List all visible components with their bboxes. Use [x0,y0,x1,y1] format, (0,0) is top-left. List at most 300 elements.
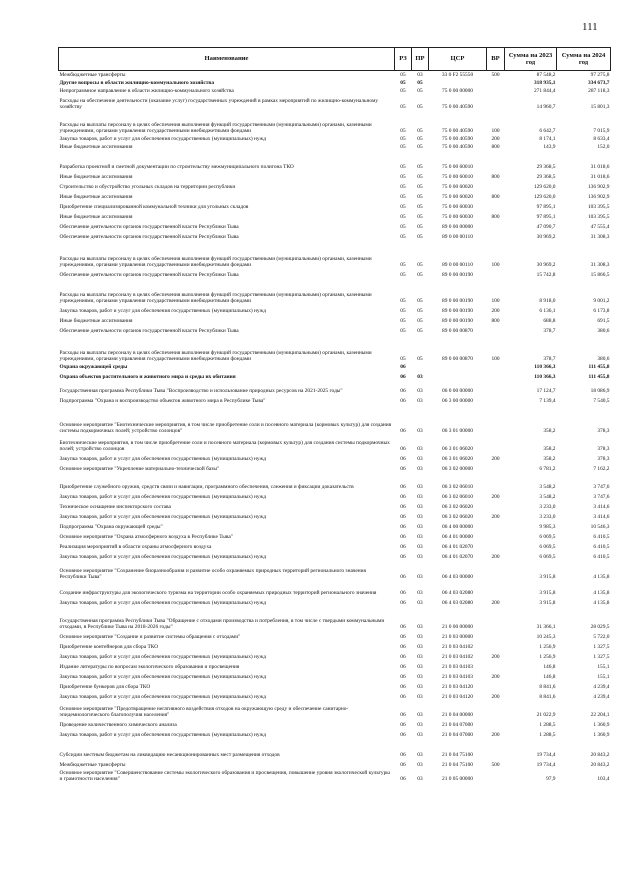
row-name: Иные бюджетные ассигнования [59,144,133,150]
row-vr [487,541,505,551]
row-name: Обеспечение деятельности органов государственной власти Республики Тыва [59,234,239,240]
row-csr: 89 0 00 00000 [442,224,473,230]
row-rz: 06 [400,634,406,640]
row-name: Обеспечение деятельности органов государственной власти Республики Тыва [59,328,239,334]
row-pr: 03 [417,634,423,640]
row-pr: 05 [417,144,423,150]
row-rz: 06 [400,534,406,540]
row-pr: 03 [417,776,423,782]
table-row [59,473,611,491]
row-pr: 03 [417,428,423,434]
row-rz: 05 [400,184,406,190]
row-sum-2024: 136 902,9 [587,184,610,190]
row-name: Приобретение бункеров для сбора ТКО [59,684,151,690]
row-csr: 75 0 00 00000 [442,88,473,94]
row-rz: 06 [400,674,406,680]
row-vr: 200 [491,136,500,142]
row-pr: 03 [417,544,423,550]
row-vr: 100 [491,356,500,362]
table-row [59,87,611,95]
row-sum-2024: 6 410,5 [593,544,610,550]
row-vr [487,221,505,231]
row-csr: 21 0 03 04103 [442,674,473,680]
table-row [59,405,611,435]
row-csr: 21 0 05 00000 [442,776,473,782]
row-rz: 06 [400,752,406,758]
row-sum-2024: 1 360,9 [593,732,610,738]
row-sum-2023: 47 090,7 [536,224,556,230]
row-sum-2023: 1 256,9 [539,654,556,660]
row-csr [429,371,487,381]
row-csr: 75 0 00 60010 [442,164,473,170]
row-sum-2023: 3 915,8 [539,574,556,580]
table-row [59,769,611,783]
row-vr [487,607,505,631]
row-rz: 06 [400,600,406,606]
header-pr: ПР [412,48,429,71]
row-pr: 05 [417,184,423,190]
row-vr [487,231,505,241]
row-sum-2023: 15 742,8 [536,272,556,278]
row-sum-2023: 30 969,2 [536,262,556,268]
row-vr [487,701,505,719]
table-row [59,435,611,453]
table-row [59,363,611,371]
row-rz: 05 [400,328,406,334]
row-sum-2023: 146,8 [543,674,556,680]
row-csr: 21 0 04 07000 [442,722,473,728]
row-rz: 05 [400,214,406,220]
table-row [59,521,611,531]
row-vr [487,325,505,335]
row-vr [487,521,505,531]
row-name: Техническое оснащение инспекторского состава [59,504,171,510]
row-sum-2023: 378,7 [543,356,556,362]
row-sum-2024: 10 546,3 [590,524,610,530]
row-pr: 03 [417,762,423,768]
table-row [59,221,611,231]
row-csr: 21 0 04 00000 [442,712,473,718]
row-sum-2024: 380,6 [597,328,610,334]
row-csr: 89 0 00 00190 [442,298,473,304]
row-pr: 03 [417,732,423,738]
row-vr: 200 [491,694,500,700]
row-vr: 500 [491,72,500,78]
row-sum-2023: 6 136,1 [539,308,556,314]
row-vr [487,405,505,435]
row-csr: 75 0 00 40590 [442,104,473,110]
row-sum-2024: 31 308,3 [590,262,610,268]
row-name: Основное мероприятие "Биотехнические мероприятия, в том числе приобретение соли и посевного материала (кормовых культур) для создания системы подкормочных полей; устройство солонцов" [59,421,392,434]
row-csr: 21 0 00 00000 [442,624,473,630]
table-row [59,143,611,151]
row-sum-2023: 17 124,7 [536,388,556,394]
row-pr: 05 [417,262,423,268]
row-sum-2024: 3 414,6 [593,504,610,510]
row-vr: 200 [491,674,500,680]
row-pr: 03 [417,674,423,680]
table-row [59,561,611,581]
header-vr: ВР [487,48,505,71]
table-row [59,325,611,335]
row-name: Основное мероприятие "Укрепление материально-технической базы" [59,466,220,472]
table-row [59,305,611,315]
row-rz: 06 [400,364,406,370]
row-vr [487,581,505,597]
row-name: Закупка товаров, работ и услуг для обеспечения государственных (муниципальных) нужд [59,674,267,680]
row-sum-2024: 6 410,5 [593,534,610,540]
row-csr: 89 0 00 00190 [442,272,473,278]
row-sum-2024: 7 162,2 [593,466,610,472]
row-sum-2023: 19 734,4 [536,752,556,758]
row-vr: 200 [491,456,500,462]
row-vr [487,473,505,491]
table-row [59,171,611,181]
row-pr: 03 [417,494,423,500]
row-sum-2023: 6 069,5 [539,554,556,560]
row-vr [487,641,505,651]
row-sum-2024: 111 455,8 [588,364,610,370]
row-csr: 75 0 00 60020 [442,194,473,200]
row-rz: 05 [400,128,406,134]
row-pr: 03 [417,654,423,660]
row-pr: 05 [417,356,423,362]
row-sum-2023: 6 642,7 [539,128,556,134]
row-sum-2023: 3 915,8 [539,590,556,596]
row-csr: 06 3 02 06020 [442,504,473,510]
row-sum-2023: 110 366,3 [534,374,556,380]
row-name: Закупка товаров, работ и услуг для обеспечения государственных (муниципальных) нужд [59,600,267,606]
row-sum-2024: 378,3 [597,428,610,434]
row-rz: 06 [400,374,406,380]
row-pr: 03 [417,664,423,670]
row-sum-2023: 358,2 [543,428,556,434]
row-sum-2024: 155,1 [597,664,610,670]
table-header-row [59,48,611,71]
row-name: Иные бюджетные ассигнования [59,174,133,180]
row-pr: 03 [417,644,423,650]
row-sum-2023: 8 174,1 [539,136,556,142]
row-vr: 800 [491,174,500,180]
row-sum-2023: 6 069,5 [539,534,556,540]
row-sum-2023: 8 918,0 [539,298,556,304]
row-vr [487,661,505,671]
table-row [59,681,611,691]
row-sum-2023: 358,2 [543,456,556,462]
table-row [59,231,611,241]
table-row [59,201,611,211]
row-name: Подпрограмма "Охрана и воспроизводство объектов животного мира в Республике Тыва" [59,398,266,404]
row-sum-2024: 8 633,4 [593,136,610,142]
row-vr [487,631,505,641]
table-row [59,661,611,671]
table-row [59,95,611,111]
row-name: Обеспечение деятельности органов государственной власти Республики Тыва [59,272,239,278]
row-vr [487,769,505,783]
row-sum-2024: 31 018,6 [590,164,610,170]
row-vr: 200 [491,600,500,606]
row-name: Расходы на выплаты персоналу в целях обеспечения выполнения функций государственными (муниципальными) органами, казенными учреждениями, органами управления государственными внебюджетными фондами [59,291,372,304]
row-sum-2023: 8 841,6 [539,694,556,700]
row-csr: 06 3 02 06010 [442,484,473,490]
table-row [59,151,611,171]
table-row [59,269,611,279]
row-name: Иные бюджетные ассигнования [59,318,133,324]
table-row [59,211,611,221]
table-row [59,541,611,551]
row-sum-2024: 691,5 [597,318,610,324]
budget-table [58,47,611,783]
row-pr: 05 [417,174,423,180]
row-csr: 89 0 00 00190 [442,318,473,324]
row-rz: 05 [400,234,406,240]
table-row [59,241,611,269]
table-row [59,551,611,561]
row-rz: 05 [400,136,406,142]
row-rz: 05 [400,80,406,86]
row-sum-2024: 28 029,5 [590,624,610,630]
row-pr: 05 [417,214,423,220]
row-pr: 05 [417,204,423,210]
row-name: Закупка товаров, работ и услуг для обеспечения государственных (муниципальных) нужд [59,732,267,738]
page-number: 111 [582,21,598,33]
row-name: Обеспечение деятельности органов государственной власти Республики Тыва [59,224,239,230]
row-vr [487,395,505,405]
row-csr: 21 0 03 04120 [442,684,473,690]
row-sum-2024: 287 118,3 [588,88,610,94]
row-pr: 05 [417,224,423,230]
row-vr [487,463,505,473]
row-vr [487,681,505,691]
row-sum-2023: 8 841,6 [539,684,556,690]
row-rz: 06 [400,574,406,580]
row-name: Приобретение контейнеров для сбора ТКО [59,644,159,650]
row-vr [487,371,505,381]
row-csr: 06 3 02 00000 [442,466,473,472]
row-pr: 03 [417,524,423,530]
row-rz: 05 [400,204,406,210]
row-name: Основное мероприятие "Сохранение биоразнообразия и развитие особо охраняемых природных территорий регионального значения Республики Тыва" [59,567,366,580]
table-row [59,691,611,701]
row-sum-2024: 15 801,3 [590,104,610,110]
row-pr: 05 [417,234,423,240]
row-sum-2023: 10 245,3 [536,634,556,640]
row-csr: 89 0 00 00870 [442,328,473,334]
row-name: Иные бюджетные ассигнования [59,214,133,220]
row-rz: 05 [400,144,406,150]
row-name: Закупка товаров, работ и услуг для обеспечения государственных (муниципальных) нужд [59,136,267,142]
row-sum-2024: 152,0 [597,144,610,150]
row-vr: 100 [491,298,500,304]
row-rz: 06 [400,484,406,490]
table-row [59,501,611,511]
row-name: Закупка товаров, работ и услуг для обеспечения государственных (муниципальных) нужд [59,456,267,462]
row-sum-2023: 97 895,1 [536,204,556,210]
row-vr [487,181,505,191]
row-vr [487,719,505,729]
row-pr: 03 [417,684,423,690]
row-sum-2024: 334 673,7 [587,80,610,86]
row-vr [487,79,505,87]
row-pr: 05 [417,128,423,134]
row-vr: 200 [491,732,500,738]
row-vr [487,95,505,111]
row-sum-2023: 19 734,4 [536,762,556,768]
row-sum-2024: 31 018,6 [590,174,610,180]
row-pr: 03 [417,398,423,404]
row-rz: 06 [400,524,406,530]
row-pr: 03 [417,514,423,520]
row-sum-2023: 358,2 [543,446,556,452]
row-name: Иные бюджетные ассигнования [59,194,133,200]
row-pr: 05 [417,194,423,200]
row-csr [429,79,487,87]
row-name: Непрограммное направление в области жилищно-коммунального хозяйства [59,88,234,94]
row-vr [487,363,505,371]
row-pr: 05 [417,104,423,110]
row-pr: 03 [417,534,423,540]
row-rz: 06 [400,504,406,510]
row-sum-2023: 143,9 [543,144,556,150]
row-pr: 03 [417,722,423,728]
table-row [59,453,611,463]
row-csr: 06 3 01 06020 [442,446,473,452]
row-vr [487,561,505,581]
row-pr: 05 [417,298,423,304]
row-rz: 05 [400,308,406,314]
row-name: Закупка товаров, работ и услуг для обеспечения государственных (муниципальных) нужд [59,494,267,500]
row-csr: 21 0 03 04102 [442,654,473,660]
row-name: Основное мероприятие "Предотвращение негативного воздействия отходов на окружающую среду и обеспечение санитарно-эпидемиологического благополучия населения" [59,705,349,718]
row-sum-2023: 1 288,5 [539,722,556,728]
row-rz: 06 [400,694,406,700]
row-csr: 21 0 04 75100 [442,752,473,758]
row-sum-2024: 378,3 [597,456,610,462]
row-sum-2024: 4 239,4 [593,684,610,690]
row-rz: 06 [400,514,406,520]
table-row [59,79,611,87]
row-rz: 05 [400,262,406,268]
row-sum-2024: 103,4 [597,776,610,782]
row-sum-2024: 111 455,8 [588,374,610,380]
row-name: Основное мероприятие "Совершенствование системы экологического образования и просвещения, повышение уровня экологической культуры и грамотности населения" [59,769,390,782]
row-name: Государственная программа Республики Тыва "Обращение с отходами производства и потребления, в том числе с твердыми коммунальными отходами, в Республике Тыва на 2018-2026 годы" [59,617,385,630]
row-sum-2024: 97 275,8 [590,72,610,78]
row-name: Подпрограмма "Охрана окружающей среды" [59,524,163,530]
row-rz: 06 [400,428,406,434]
table-row [59,71,611,79]
row-csr: 33 0 F2 55550 [441,72,474,78]
row-vr: 200 [491,514,500,520]
row-csr [429,363,487,371]
row-sum-2024: 4 135,8 [593,590,610,596]
table-row [59,719,611,729]
table-row [59,651,611,661]
row-csr: 21 0 03 04120 [442,694,473,700]
row-name: Строительство и обустройство угольных складов на территории республики [59,184,236,190]
table-row [59,395,611,405]
row-name: Создание инфраструктуры для экологического туризма на территории особо охраняемых природных территорий регионального значения [59,590,377,596]
row-rz: 06 [400,624,406,630]
row-vr [487,501,505,511]
row-csr: 21 0 03 04103 [442,664,473,670]
row-rz: 06 [400,494,406,500]
row-sum-2023: 29 368,5 [536,164,556,170]
row-name: Расходы на выплаты персоналу в целях обеспечения выполнения функций государственными (муниципальными) органами, казенными учреждениями, органами управления государственными внебюджетными фондами [59,349,372,362]
row-sum-2024: 9 001,2 [593,298,610,304]
row-csr: 75 0 00 60030 [442,204,473,210]
row-rz: 05 [400,194,406,200]
row-csr: 06 3 01 00000 [442,428,473,434]
row-sum-2024: 18 086,9 [590,388,610,394]
table-row [59,531,611,541]
row-sum-2023: 3 548,2 [539,494,556,500]
row-sum-2023: 3 233,0 [539,514,556,520]
row-vr: 200 [491,494,500,500]
row-vr [487,739,505,759]
row-rz: 06 [400,456,406,462]
row-pr: 03 [417,388,423,394]
row-pr: 03 [417,752,423,758]
row-name: Основное мероприятие "Охрана атмосферного воздуха в Республике Тыва" [59,534,233,540]
row-vr: 200 [491,554,500,560]
row-name: Закупка товаров, работ и услуг для обеспечения государственных (муниципальных) нужд [59,308,267,314]
row-sum-2024: 4 135,8 [593,600,610,606]
row-rz: 06 [400,654,406,660]
table-row [59,191,611,201]
row-csr: 21 0 04 75100 [442,762,473,768]
table-row [59,671,611,681]
row-sum-2023: 3 915,8 [539,600,556,606]
row-sum-2023: 1 288,5 [539,732,556,738]
row-csr: 06 4 03 02080 [442,590,473,596]
row-sum-2024: 22 204,1 [590,712,610,718]
row-csr: 89 0 00 00190 [442,308,473,314]
row-pr: 03 [417,624,423,630]
table-row [59,371,611,381]
row-csr: 89 0 00 00110 [442,234,473,240]
row-name: Расходы на выплаты персоналу в целях обеспечения выполнения функций государственными (муниципальными) органами, казенными учреждениями, органами управления государственными внебюджетными фондами [59,121,372,134]
row-csr: 06 0 00 00000 [442,388,473,394]
row-pr: 05 [417,136,423,142]
row-vr: 200 [491,308,500,314]
row-sum-2023: 129 620,0 [533,194,556,200]
row-sum-2023: 21 022,9 [536,712,556,718]
row-rz: 06 [400,644,406,650]
row-rz: 06 [400,762,406,768]
row-rz: 05 [400,72,406,78]
row-rz: 05 [400,174,406,180]
row-rz: 05 [400,272,406,278]
row-vr [487,269,505,279]
row-sum-2024: 378,3 [597,446,610,452]
row-pr: 03 [417,694,423,700]
row-sum-2023: 6 069,5 [539,544,556,550]
row-sum-2024: 5 722,0 [593,634,610,640]
row-csr: 06 4 03 02080 [442,600,473,606]
row-pr: 05 [417,318,423,324]
table-row [59,701,611,719]
row-name: Охрана объектов растительного и животного мира и среды их обитания [59,374,236,380]
row-sum-2024: 103 395,5 [587,204,610,210]
row-csr: 21 0 03 04102 [442,644,473,650]
header-name: Наименование [59,48,395,71]
row-rz: 06 [400,388,406,394]
row-pr: 03 [417,484,423,490]
row-rz: 06 [400,684,406,690]
row-name: Другие вопросы в области жилищно-коммунального хозяйства [59,80,215,86]
row-sum-2023: 30 969,2 [536,234,556,240]
